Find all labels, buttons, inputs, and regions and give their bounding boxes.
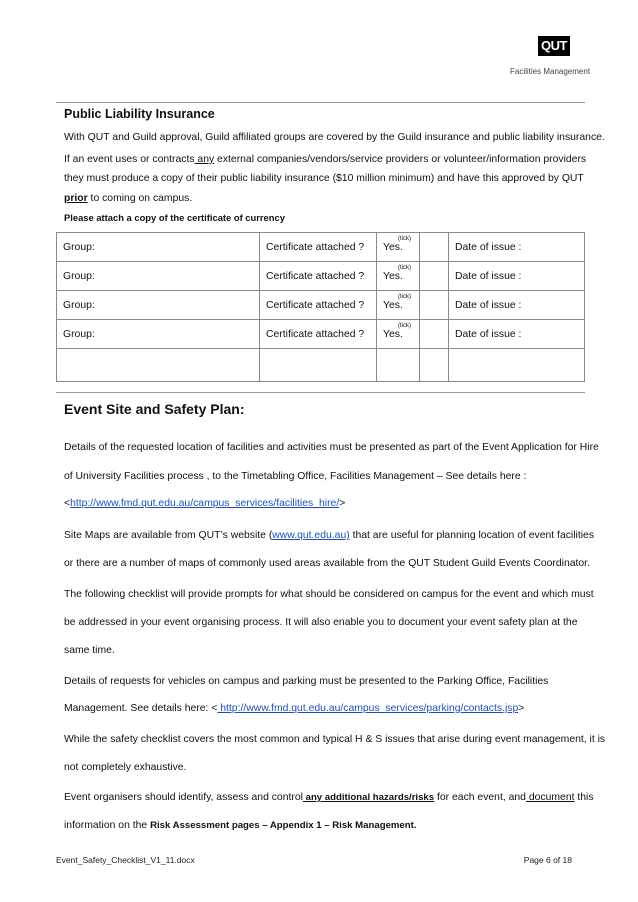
pli-line-1: With QUT and Guild approval, Guild affiliated groups are covered by the Guild insurance and public liability insurance. [64,132,605,143]
group-cell: Group: [57,262,260,291]
pli-line-4: prior to coming on campus. [64,193,193,204]
date-cell: Date of issue : [449,320,585,349]
qut-logo: QUT [538,36,570,56]
essp-line: The following checklist will provide prompts for what should be considered on campus for the event and which must [64,589,594,600]
tick-note: (tick) [398,294,411,300]
cert-cell: Certificate attached ? [260,233,377,262]
qut-website-link[interactable]: www.qut.edu.au) [272,530,350,541]
footer-page-number: Page 6 of 18 [523,855,572,865]
essp-line: or there are a number of maps of commonly used areas available from the QUT Student Guild Events Coordinator. [64,558,590,569]
essp-line: of University Facilities process , to the Timetabling Office, Facilities Management – See details here : [64,471,527,482]
facilities-hire-link-line: <http://www.fmd.qut.edu.au/campus_services/facilities_hire/> [64,498,346,509]
essp-line: Event organisers should identify, assess and control any additional hazards/risks for each event, and document this [64,792,594,803]
divider [56,102,585,103]
essp-line: be addressed in your event organising process. It will also enable you to document your event safety plan at the [64,617,578,628]
facilities-hire-link[interactable]: http://www.fmd.qut.edu.au/campus_services/facilities_hire/ [70,498,340,509]
tick-note: (tick) [398,236,411,242]
group-cell: Group: [57,233,260,262]
pli-line-2: If an event uses or contracts any external companies/vendors/service providers or volunteer/information providers [64,154,587,165]
empty-cell[interactable] [420,349,449,382]
essp-line: not completely exhaustive. [64,762,187,773]
tick-box[interactable] [420,233,449,262]
yes-cell[interactable]: Yes. (tick) [377,233,420,262]
table-row [57,320,585,349]
table-row [57,262,585,291]
table-row [57,233,585,262]
parking-link-line: Management. See details here: < http://www.fmd.qut.edu.au/campus_services/parking/contacts.jsp> [64,703,525,714]
cert-cell: Certificate attached ? [260,262,377,291]
insurance-table [56,232,585,382]
date-cell: Date of issue : [449,291,585,320]
essp-line: While the safety checklist covers the most common and typical H & S issues that arise during event management, it is [64,734,606,745]
cert-cell: Certificate attached ? [260,320,377,349]
date-cell: Date of issue : [449,233,585,262]
footer-filename: Event_Safety_Checklist_V1_11.docx [56,855,195,865]
essp-line: Details of the requested location of facilities and activities must be presented as part of the Event Application for Hire [64,442,599,453]
essp-line: Site Maps are available from QUT’s website (www.qut.edu.au) that are useful for planning location of event facilities [64,530,595,541]
table-row [57,349,585,382]
empty-cell[interactable] [260,349,377,382]
logo-subtitle: Facilities Management [510,67,591,76]
pli-heading: Public Liability Insurance [64,107,215,121]
tick-box[interactable] [420,291,449,320]
date-cell: Date of issue : [449,262,585,291]
essp-line: Details of requests for vehicles on campus and parking must be presented to the Parking Office, Facilities [64,676,549,687]
essp-line: same time. [64,645,115,656]
essp-line: information on the Risk Assessment pages – Appendix 1 – Risk Management. [64,820,417,831]
pli-attach-note: Please attach a copy of the certificate of currency [64,212,285,223]
cert-cell: Certificate attached ? [260,291,377,320]
yes-cell[interactable]: Yes. (tick) [377,262,420,291]
group-cell: Group: [57,291,260,320]
empty-cell[interactable] [57,349,260,382]
empty-cell[interactable] [449,349,585,382]
tick-note: (tick) [398,265,411,271]
tick-note: (tick) [398,323,411,329]
yes-cell[interactable]: Yes. (tick) [377,291,420,320]
essp-heading: Event Site and Safety Plan: [64,401,245,417]
divider [56,392,585,393]
group-cell: Group: [57,320,260,349]
table-row [57,291,585,320]
parking-link[interactable]: http://www.fmd.qut.edu.au/campus_services/parking/contacts.jsp [217,703,519,714]
pli-line-3: they must produce a copy of their public liability insurance ($10 million minimum) and have this approved by QUT [64,173,584,184]
tick-box[interactable] [420,320,449,349]
empty-cell[interactable] [377,349,420,382]
yes-cell[interactable]: Yes. (tick) [377,320,420,349]
tick-box[interactable] [420,262,449,291]
